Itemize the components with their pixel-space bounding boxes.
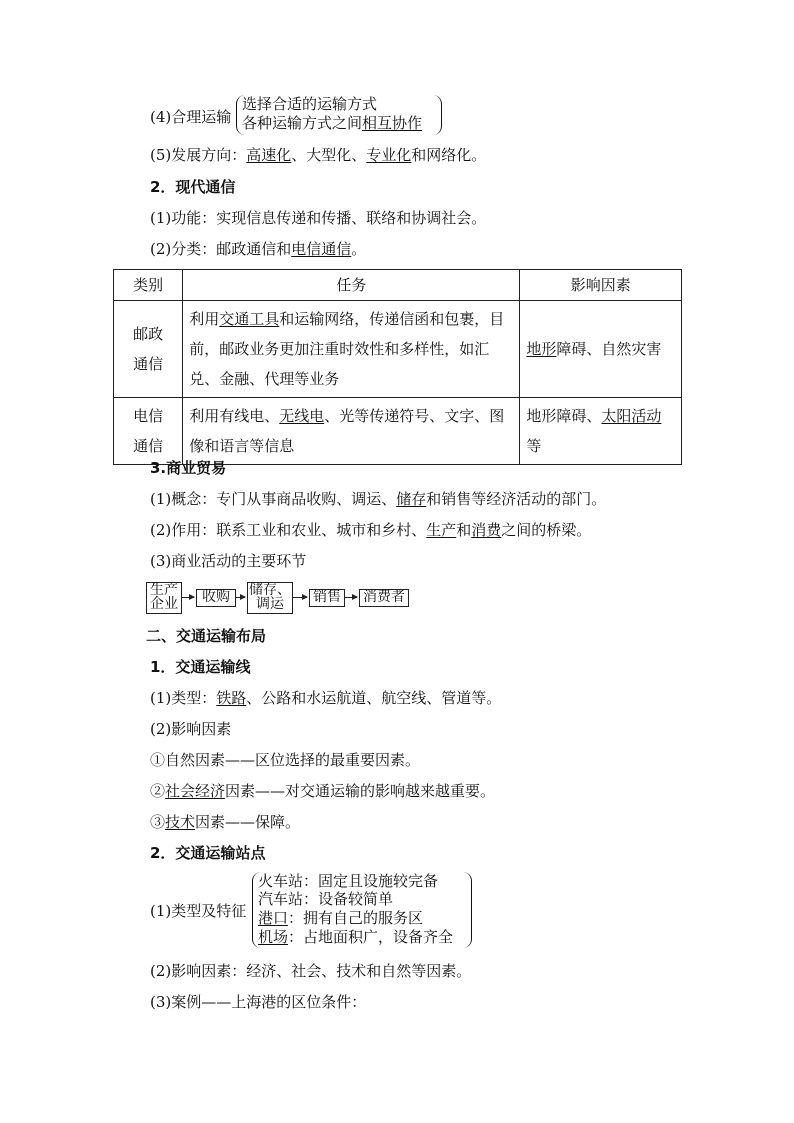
trade-links: (3)商业活动的主要环节 — [150, 552, 307, 570]
flow-arrow — [293, 597, 307, 598]
factor-natural: ①自然因素——区位选择的最重要因素。 — [150, 751, 421, 769]
flow-arrow — [345, 597, 357, 598]
station-train: 火车站：固定且设施较完备 — [258, 872, 439, 890]
station-airport: 机场：占地面积广，设备齐全 — [258, 928, 454, 946]
trade-concept: (1)概念：专门从事商品收购、调运、储存和销售等经济活动的部门。 — [150, 490, 607, 508]
shanghai-case: (3)案例——上海港的区位条件： — [150, 993, 367, 1011]
rational-transport-brace — [236, 95, 442, 135]
comm-table — [113, 269, 682, 465]
flow-sales: 销售 — [309, 589, 345, 607]
line-factors: (2)影响因素 — [150, 720, 232, 738]
modern-comm-heading: 2．现代通信 — [150, 178, 236, 196]
station-factors: (2)影响因素：经济、社会、技术和自然等因素。 — [150, 962, 472, 980]
table-row — [114, 301, 682, 398]
station-port: 港口：拥有自己的服务区 — [258, 909, 424, 927]
tele-category: 电信 通信 — [114, 398, 183, 465]
header-category: 类别 — [114, 270, 183, 301]
flow-arrow — [182, 597, 194, 598]
stations-heading: 2．交通运输站点 — [150, 844, 266, 862]
trade-role: (2)作用：联系工业和农业、城市和乡村、生产和消费之间的桥梁。 — [150, 521, 592, 539]
station-types-brace — [252, 872, 472, 948]
rational-transport-label: (4)合理运输 — [150, 108, 232, 126]
transport-lines-heading: 1．交通运输线 — [150, 658, 251, 676]
factor-tech: ③技术因素——保障。 — [150, 813, 301, 831]
comm-classification: (2)分类：邮政通信和电信通信。 — [150, 240, 367, 258]
transport-line-types: (1)类型：铁路、公路和水运航道、航空线、管道等。 — [150, 689, 502, 707]
post-factors: 地形障碍、自然灾害 — [520, 301, 682, 398]
tele-factors: 地形障碍、太阳活动等 — [520, 398, 682, 465]
post-category: 邮政 通信 — [114, 301, 183, 398]
comm-function: (1)功能：实现信息传递和传播、联络和协调社会。 — [150, 209, 487, 227]
trade-heading: 3.商业贸易 — [150, 459, 227, 477]
flow-producer: 生产 企业 — [146, 582, 182, 614]
factor-social: ②社会经济因素——对交通运输的影响越来越重要。 — [150, 782, 496, 800]
header-factors: 影响因素 — [520, 270, 682, 301]
layout-heading: 二、交通运输布局 — [146, 627, 267, 645]
rational-item-2: 各种运输方式之间相互协作 — [242, 114, 423, 132]
development-direction: (5)发展方向：高速化、大型化、专业化和网络化。 — [150, 146, 487, 164]
tele-task: 利用有线电、无线电、光等传递符号、文字、图像和语言等信息 — [183, 398, 520, 465]
flow-consumer: 消费者 — [359, 589, 409, 607]
station-bus: 汽车站：设备较简单 — [258, 890, 394, 908]
table-row — [114, 398, 682, 465]
post-task: 利用交通工具和运输网络，传递信函和包裹，目前，邮政业务更加注重时效性和多样性，如汇兑、金融、代理等业务 — [183, 301, 520, 398]
rational-item-2-underlined: 相互协作 — [362, 114, 423, 132]
table-header-row — [114, 270, 682, 301]
station-types-label: (1)类型及特征 — [150, 902, 247, 920]
flow-storage: 储存、 调运 — [249, 582, 291, 612]
flow-purchase: 收购 — [196, 589, 236, 607]
flow-arrow — [236, 597, 245, 598]
header-task: 任务 — [183, 270, 520, 301]
rational-item-1: 选择合适的运输方式 — [242, 95, 378, 113]
